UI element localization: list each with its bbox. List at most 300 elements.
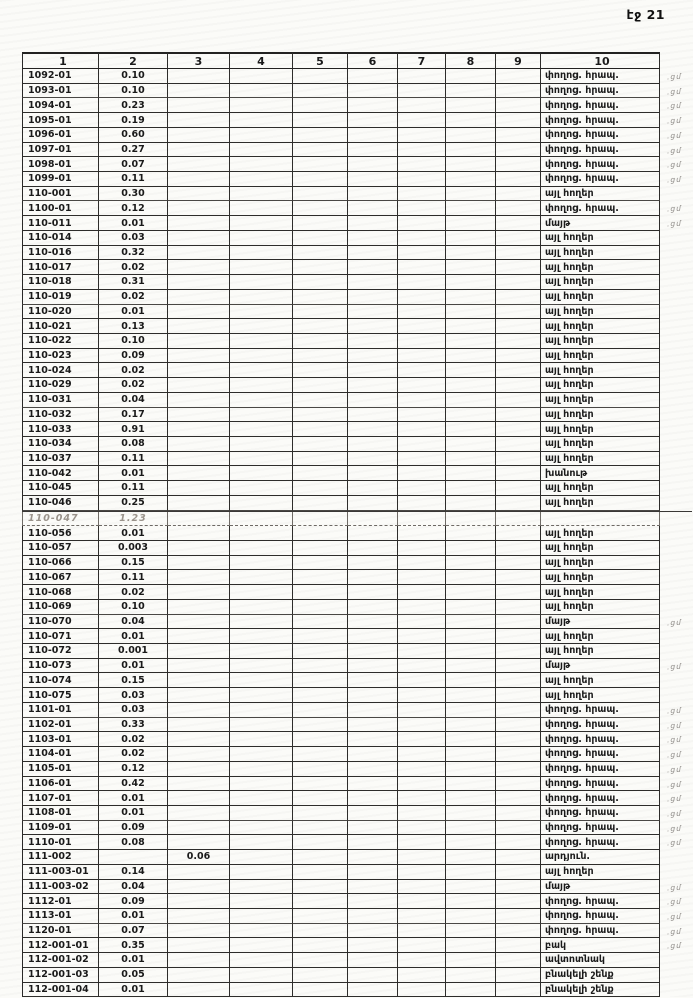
parcel-id-cell: 1099-01 (22, 172, 99, 187)
empty-cell (446, 378, 496, 393)
table-row (22, 968, 692, 983)
land-use-cell: այլ հողեր (541, 452, 660, 467)
table-row (22, 511, 692, 527)
empty-cell (293, 938, 348, 953)
empty-cell (348, 541, 398, 556)
empty-cell (398, 909, 446, 924)
area-value-cell: 0.02 (99, 732, 168, 747)
parcel-id-cell: 110-042 (22, 466, 99, 481)
empty-cell (230, 585, 293, 600)
empty-cell (293, 143, 348, 158)
land-use-cell: այլ հողեր (541, 260, 660, 275)
land-registry-table (22, 52, 692, 997)
parcel-id-cell: 112-001-02 (22, 953, 99, 968)
table-row (22, 408, 692, 423)
empty-cell (348, 98, 398, 113)
table-row (22, 393, 692, 408)
empty-cell (348, 128, 398, 143)
land-use-cell: մայթ (541, 659, 660, 674)
margin-annotation (660, 230, 693, 246)
empty-cell (496, 894, 541, 909)
empty-cell (230, 393, 293, 408)
col3-value-cell (168, 201, 230, 216)
empty-cell (446, 481, 496, 496)
empty-cell (293, 777, 348, 792)
empty-cell (230, 84, 293, 99)
margin-annotation: .ցմ (666, 940, 683, 951)
land-use-cell: այլ հողեր (541, 526, 660, 541)
empty-cell (446, 334, 496, 349)
table-row (22, 644, 692, 659)
area-value-cell: 0.01 (99, 791, 168, 806)
empty-cell (446, 143, 496, 158)
area-value-cell: 0.17 (99, 408, 168, 423)
col3-value-cell (168, 909, 230, 924)
area-value-cell: 0.02 (99, 585, 168, 600)
table-row (22, 835, 692, 850)
empty-cell (398, 143, 446, 158)
table-row (22, 615, 692, 630)
table-row (22, 157, 692, 172)
empty-cell (348, 113, 398, 128)
empty-cell (446, 629, 496, 644)
table-row (22, 290, 692, 305)
empty-cell (446, 290, 496, 305)
land-use-cell: փողոց. հրապ. (541, 98, 660, 113)
col3-value-cell (168, 570, 230, 585)
area-value-cell: 0.03 (99, 688, 168, 703)
land-use-cell: այլ հողեր (541, 275, 660, 290)
table-row (22, 305, 692, 320)
table-row (22, 334, 692, 349)
land-use-cell: փողոց. հրապ. (541, 762, 660, 777)
land-use-cell: այլ հողեր (541, 585, 660, 600)
parcel-id-cell: 1095-01 (22, 113, 99, 128)
empty-cell (398, 850, 446, 865)
parcel-id-cell: 111-003-02 (22, 880, 99, 895)
empty-cell (348, 865, 398, 880)
empty-cell (446, 319, 496, 334)
table-row (22, 363, 692, 378)
margin-annotation: .ցմ (666, 204, 683, 214)
parcel-id-cell: 110-070 (22, 615, 99, 630)
parcel-id-cell: 1112-01 (22, 894, 99, 909)
empty-cell (230, 644, 293, 659)
empty-cell (348, 953, 398, 968)
empty-cell (446, 850, 496, 865)
empty-cell (293, 437, 348, 452)
land-use-cell: մայթ (541, 216, 660, 231)
empty-cell (230, 570, 293, 585)
empty-cell (496, 437, 541, 452)
area-value-cell: 0.60 (99, 128, 168, 143)
margin-annotation: .ցմ (666, 617, 683, 627)
col3-value-cell (168, 512, 230, 527)
area-value-cell: 0.30 (99, 187, 168, 202)
empty-cell (496, 732, 541, 747)
empty-cell (293, 570, 348, 585)
empty-cell (293, 924, 348, 939)
land-use-cell: փողոց. հրապ. (541, 113, 660, 128)
empty-cell (496, 201, 541, 216)
table-row (22, 629, 692, 644)
col3-value-cell (168, 481, 230, 496)
empty-cell (293, 850, 348, 865)
table-row (22, 791, 692, 806)
empty-cell (398, 319, 446, 334)
margin-annotation (660, 584, 693, 600)
parcel-id-cell: 1113-01 (22, 909, 99, 924)
area-value-cell: 0.10 (99, 334, 168, 349)
empty-cell (398, 600, 446, 615)
col3-value-cell: 0.06 (168, 850, 230, 865)
empty-cell (398, 349, 446, 364)
empty-cell (348, 570, 398, 585)
empty-cell (446, 688, 496, 703)
empty-cell (348, 84, 398, 99)
empty-cell (293, 894, 348, 909)
empty-cell (230, 466, 293, 481)
area-value-cell: 0.01 (99, 526, 168, 541)
col3-value-cell (168, 585, 230, 600)
col3-value-cell (168, 644, 230, 659)
table-row (22, 850, 692, 865)
empty-cell (496, 452, 541, 467)
table-row (22, 821, 692, 836)
empty-cell (348, 393, 398, 408)
empty-cell (496, 393, 541, 408)
empty-cell (446, 880, 496, 895)
margin-annotation: .ցմ (666, 661, 683, 672)
empty-cell (446, 747, 496, 762)
empty-cell (230, 512, 293, 527)
area-value-cell: 0.11 (99, 172, 168, 187)
table-row (22, 98, 692, 113)
area-value-cell: 0.01 (99, 629, 168, 644)
empty-cell (446, 98, 496, 113)
parcel-id-cell: 1098-01 (22, 157, 99, 172)
empty-cell (230, 600, 293, 615)
empty-cell (446, 157, 496, 172)
empty-cell (293, 688, 348, 703)
empty-cell (398, 378, 446, 393)
empty-cell (348, 983, 398, 998)
empty-cell (293, 526, 348, 541)
parcel-id-cell: 110-017 (22, 260, 99, 275)
parcel-id-cell: 111-003-01 (22, 865, 99, 880)
empty-cell (496, 349, 541, 364)
col3-value-cell (168, 835, 230, 850)
area-value-cell: 0.42 (99, 777, 168, 792)
empty-cell (496, 585, 541, 600)
empty-cell (348, 791, 398, 806)
empty-cell (293, 187, 348, 202)
empty-cell (398, 894, 446, 909)
empty-cell (496, 84, 541, 99)
margin-annotation (660, 289, 693, 305)
empty-cell (348, 688, 398, 703)
col3-value-cell (168, 762, 230, 777)
land-use-cell: այլ հողեր (541, 556, 660, 571)
empty-cell (348, 762, 398, 777)
land-use-cell: այլ հողեր (541, 246, 660, 261)
col3-value-cell (168, 968, 230, 983)
margin-annotation: .ցմ (666, 86, 683, 97)
parcel-id-cell: 110-018 (22, 275, 99, 290)
empty-cell (348, 732, 398, 747)
area-value-cell: 0.01 (99, 216, 168, 231)
parcel-id-cell: 110-073 (22, 659, 99, 674)
parcel-id-cell: 110-037 (22, 452, 99, 467)
empty-cell (398, 452, 446, 467)
empty-cell (446, 806, 496, 821)
area-value-cell: 0.01 (99, 466, 168, 481)
col3-value-cell (168, 894, 230, 909)
column-header: 4 (230, 52, 293, 69)
area-value-cell: 0.01 (99, 806, 168, 821)
col3-value-cell (168, 231, 230, 246)
empty-cell (230, 422, 293, 437)
area-value-cell: 0.01 (99, 909, 168, 924)
land-use-cell: այլ հողեր (541, 393, 660, 408)
land-use-cell: փողոց. հրապ. (541, 703, 660, 718)
empty-cell (230, 673, 293, 688)
empty-cell (348, 777, 398, 792)
empty-cell (496, 777, 541, 792)
empty-cell (398, 481, 446, 496)
empty-cell (293, 422, 348, 437)
empty-cell (446, 496, 496, 511)
table-row (22, 556, 692, 571)
empty-cell (446, 172, 496, 187)
land-use-cell: այլ հողեր (541, 600, 660, 615)
empty-cell (446, 791, 496, 806)
empty-cell (293, 466, 348, 481)
col3-value-cell (168, 408, 230, 423)
empty-cell (446, 231, 496, 246)
area-value-cell: 0.07 (99, 924, 168, 939)
land-use-cell: փողոց. հրապ. (541, 157, 660, 172)
empty-cell (496, 880, 541, 895)
empty-cell (348, 466, 398, 481)
column-header: 5 (293, 52, 348, 69)
empty-cell (293, 334, 348, 349)
col3-value-cell (168, 157, 230, 172)
empty-cell (496, 378, 541, 393)
margin-annotation (660, 643, 693, 659)
empty-cell (446, 437, 496, 452)
land-use-cell (541, 512, 660, 527)
parcel-id-cell: 1110-01 (22, 835, 99, 850)
empty-cell (230, 718, 293, 733)
empty-cell (496, 762, 541, 777)
land-use-cell: բնակելի շենք (541, 983, 660, 998)
col3-value-cell (168, 437, 230, 452)
empty-cell (293, 865, 348, 880)
empty-cell (230, 201, 293, 216)
empty-cell (496, 526, 541, 541)
land-use-cell: փողոց. հրապ. (541, 894, 660, 909)
empty-cell (398, 865, 446, 880)
empty-cell (496, 305, 541, 320)
empty-cell (398, 275, 446, 290)
empty-cell (496, 791, 541, 806)
empty-cell (348, 363, 398, 378)
empty-cell (446, 275, 496, 290)
empty-cell (496, 541, 541, 556)
empty-cell (446, 128, 496, 143)
area-value-cell: 0.08 (99, 437, 168, 452)
table-row (22, 865, 692, 880)
land-use-cell: այլ հողեր (541, 319, 660, 334)
col3-value-cell (168, 600, 230, 615)
empty-cell (293, 909, 348, 924)
empty-cell (230, 968, 293, 983)
empty-cell (398, 968, 446, 983)
empty-cell (230, 541, 293, 556)
column-header: 2 (99, 52, 168, 69)
empty-cell (398, 260, 446, 275)
empty-cell (398, 718, 446, 733)
parcel-id-cell: 112-001-03 (22, 968, 99, 983)
empty-cell (293, 673, 348, 688)
col3-value-cell (168, 84, 230, 99)
empty-cell (293, 659, 348, 674)
parcel-id-cell: 110-056 (22, 526, 99, 541)
parcel-id-cell: 110-029 (22, 378, 99, 393)
empty-cell (230, 835, 293, 850)
empty-cell (230, 762, 293, 777)
col3-value-cell (168, 938, 230, 953)
empty-cell (348, 880, 398, 895)
empty-cell (293, 791, 348, 806)
table-row (22, 924, 692, 939)
empty-cell (446, 835, 496, 850)
area-value-cell: 0.10 (99, 69, 168, 84)
margin-annotation: .ցմ (666, 174, 683, 185)
table-row (22, 69, 692, 84)
empty-cell (348, 821, 398, 836)
col3-value-cell (168, 865, 230, 880)
empty-cell (398, 821, 446, 836)
col3-value-cell (168, 334, 230, 349)
land-use-cell: այլ հողեր (541, 481, 660, 496)
empty-cell (348, 349, 398, 364)
empty-cell (446, 201, 496, 216)
margin-annotation: .ցմ (666, 100, 683, 111)
parcel-id-cell: 112-001-01 (22, 938, 99, 953)
empty-cell (446, 938, 496, 953)
empty-cell (293, 718, 348, 733)
area-value-cell: 0.09 (99, 821, 168, 836)
table-row (22, 216, 692, 231)
empty-cell (446, 305, 496, 320)
empty-cell (398, 526, 446, 541)
area-value-cell: 0.19 (99, 113, 168, 128)
empty-cell (293, 216, 348, 231)
empty-cell (496, 216, 541, 231)
empty-cell (398, 615, 446, 630)
empty-cell (446, 187, 496, 202)
empty-cell (496, 422, 541, 437)
empty-cell (446, 393, 496, 408)
empty-cell (398, 69, 446, 84)
col3-value-cell (168, 629, 230, 644)
empty-cell (398, 629, 446, 644)
col3-value-cell (168, 363, 230, 378)
empty-cell (496, 688, 541, 703)
empty-cell (230, 452, 293, 467)
empty-cell (446, 644, 496, 659)
margin-annotation: .ցմ (666, 130, 683, 141)
empty-cell (230, 894, 293, 909)
land-use-cell: այլ հողեր (541, 541, 660, 556)
empty-cell (496, 659, 541, 674)
empty-cell (496, 865, 541, 880)
area-value-cell: 0.11 (99, 481, 168, 496)
empty-cell (348, 806, 398, 821)
empty-cell (293, 319, 348, 334)
empty-cell (293, 84, 348, 99)
empty-cell (230, 363, 293, 378)
land-use-cell: այլ հողեր (541, 378, 660, 393)
parcel-id-cell: 110-023 (22, 349, 99, 364)
empty-cell (230, 629, 293, 644)
margin-annotation (660, 480, 693, 496)
empty-cell (230, 231, 293, 246)
table-row (22, 762, 692, 777)
empty-cell (398, 732, 446, 747)
margin-annotation: .ցմ (666, 911, 683, 922)
empty-cell (398, 422, 446, 437)
area-value-cell: 0.04 (99, 880, 168, 895)
empty-cell (348, 747, 398, 762)
col3-value-cell (168, 659, 230, 674)
page-number-label: էջ 21 (626, 7, 665, 22)
table-row (22, 422, 692, 437)
margin-annotation: .ցմ (666, 823, 683, 833)
empty-cell (398, 673, 446, 688)
col3-value-cell (168, 466, 230, 481)
empty-cell (446, 968, 496, 983)
empty-cell (398, 84, 446, 99)
empty-cell (230, 260, 293, 275)
empty-cell (496, 290, 541, 305)
col3-value-cell (168, 319, 230, 334)
empty-cell (496, 909, 541, 924)
land-use-cell: այլ հողեր (541, 305, 660, 320)
empty-cell (348, 260, 398, 275)
area-value-cell: 0.11 (99, 570, 168, 585)
empty-cell (496, 260, 541, 275)
table-row (22, 113, 692, 128)
col3-value-cell (168, 128, 230, 143)
empty-cell (496, 983, 541, 998)
empty-cell (496, 629, 541, 644)
empty-cell (348, 615, 398, 630)
empty-cell (496, 747, 541, 762)
empty-cell (446, 600, 496, 615)
column-header: 3 (168, 52, 230, 69)
col3-value-cell (168, 673, 230, 688)
empty-cell (230, 821, 293, 836)
empty-cell (293, 113, 348, 128)
column-header: 6 (348, 52, 398, 69)
area-value-cell: 0.02 (99, 378, 168, 393)
land-use-cell: այլ հողեր (541, 349, 660, 364)
empty-cell (446, 615, 496, 630)
empty-cell (446, 216, 496, 231)
